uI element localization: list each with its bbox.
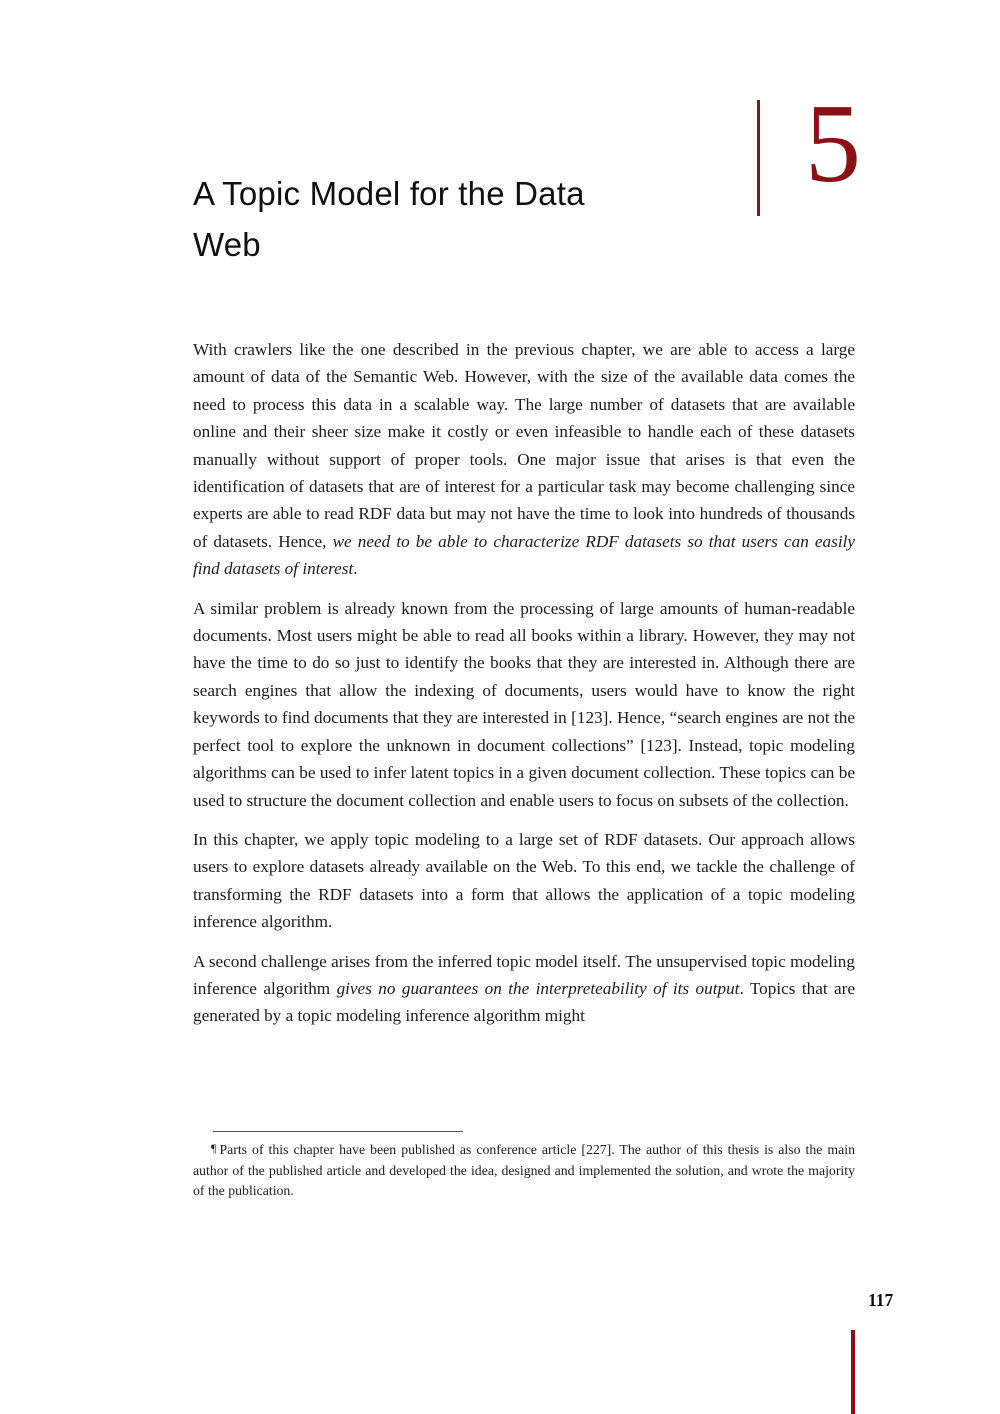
chapter-number-rule — [757, 100, 760, 216]
body-text — [193, 336, 855, 1042]
paragraph-4: A second challenge arises from the inferred topic model itself. The unsupervised topic modeling inference algorithm gives no guarantees on the interpreteability of its output. Topics that are generated by a topic modeling inference algorithm might — [193, 951, 855, 1026]
chapter-number: 5 — [805, 82, 861, 206]
paragraph-3: In this chapter, we apply topic modeling to a large set of RDF datasets. Our approach allows users to explore datasets already available on the Web. To this end, we tackle the challenge of transforming the RDF datasets into a form that allows the application of a topic modeling inference algorithm. — [193, 829, 855, 932]
chapter-title — [193, 168, 753, 270]
page-number: 117 — [868, 1290, 894, 1310]
chapter-title-line-1: A Topic Model for the Data — [193, 175, 585, 212]
footnote — [193, 1138, 855, 1202]
footnote-marker: ¶ — [211, 1141, 217, 1155]
paragraph-2: A similar problem is already known from the processing of large amounts of human-readable documents. Most users might be able to read all books within a library. However, they may not have the time to do so just to identify the books that they are interested in. Although there are search engines that allow the indexing of documents, users would have to know the right keywords to find documents that they are interested in [123]. Hence, “search engines are not the perfect tool to explore the unknown in document collections” [123]. Instead, topic modeling algorithms can be used to infer latent topics in a given document collection. These topics can be used to structure the document collection and enable users to focus on subsets of the collection. — [193, 598, 855, 810]
footer-rule — [851, 1330, 855, 1414]
footnote-separator — [213, 1131, 463, 1132]
chapter-title-line-2: Web — [193, 226, 261, 263]
footnote-text: Parts of this chapter have been published as conference article [227]. The author of this thesis is also the main author of the published article and developed the idea, designed and implemented the solution, and wrote the majority of the publication. — [193, 1142, 855, 1198]
paragraph-1: With crawlers like the one described in the previous chapter, we are able to access a large amount of data of the Semantic Web. However, with the size of the available data comes the need to process this data in a scalable way. The large number of datasets that are available online and their sheer size make it costly or even infeasible to handle each of these datasets manually without support of proper tools. One major issue that arises is that even the identification of datasets that are of interest for a particular task may become challenging since experts are able to read RDF data but may not have the time to look into hundreds of thousands of datasets. Hence, we need to be able to characterize RDF datasets so that users can easily find datasets of interest. — [193, 340, 855, 579]
